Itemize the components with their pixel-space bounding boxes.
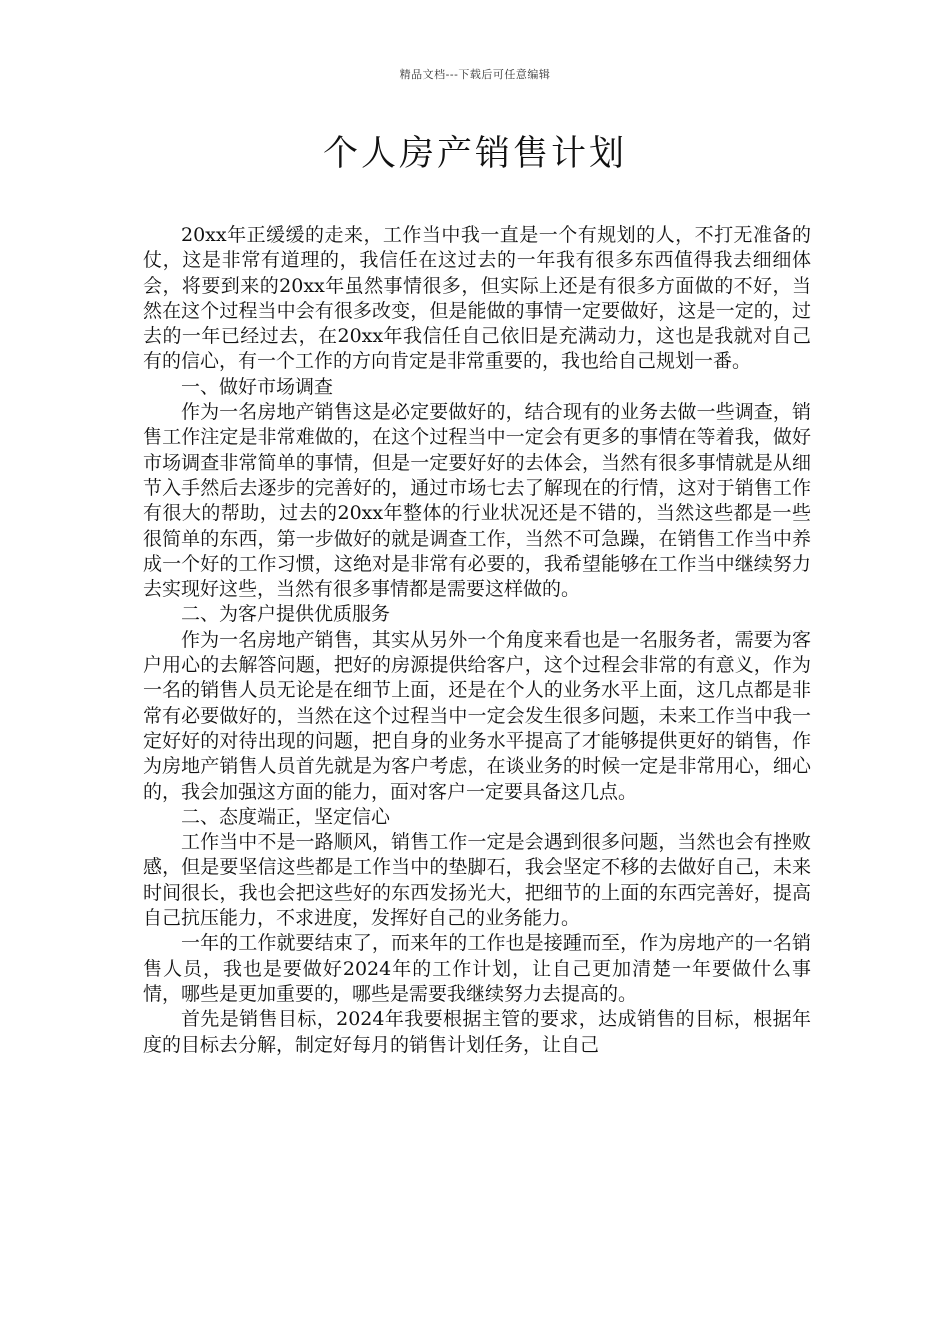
section-heading-attitude: 二、态度端正，坚定信心 [181, 805, 391, 828]
paragraph-year-end: 一年的工作就要结束了，而来年的工作也是接踵而至，作为房地产的一名销售人员，我也是要做好2024年的工作计划，让自己更加清楚一年要做什么事情，哪些是更加重要的，哪些是需要我继续努力去提高的。 [143, 932, 811, 1005]
page-header: 精品文档---下载后可任意编辑 [399, 68, 551, 81]
paragraph-customer-service: 作为一名房地产销售，其实从另外一个角度来看也是一名服务者，需要为客户用心的去解答问题，把好的房源提供给客户，这个过程会非常的有意义，作为一名的销售人员无论是在细节上面，还是在个人的业务水平上面，这几点都是非常有必要做好的，当然在这个过程当中一定会发生很多问题，未来工作当中我一定好好的对待出现的问题，把自身的业务水平提高了才能够提供更好的销售，作为房地产销售人员首先就是为客户考虑，在谈业务的时候一定是非常用心，细心的，我会加强这方面的能力，面对客户一定要具备这几点。 [143, 628, 811, 803]
section-heading-market-research: 一、做好市场调查 [181, 375, 334, 398]
paragraph-sales-target: 首先是销售目标，2024年我要根据主管的要求，达成销售的目标，根据年度的目标去分解，制定好每月的销售计划任务，让自己 [143, 1008, 811, 1056]
paragraph-market-research: 作为一名房地产销售这是必定要做好的，结合现有的业务去做一些调查，销售工作注定是非常难做的，在这个过程当中一定会有更多的事情在等着我，做好市场调查非常简单的事情，但是一定要好好的去体会，当然有很多事情就是从细节入手然后去逐步的完善好的，通过市场七去了解现在的行情，这对于销售工作有很大的帮助，过去的20xx年整体的行业状况还是不错的，当然这些都是一些很简单的东西，第一步做好的就是调查工作，当然不可急躁，在销售工作当中养成一个好的工作习惯，这绝对是非常有必要的，我希望能够在工作当中继续努力去实现好这些，当然有很多事情都是需要这样做的。 [143, 401, 811, 601]
paragraph-attitude: 工作当中不是一路顺风，销售工作一定是会遇到很多问题，当然也会有挫败感，但是要坚信这些都是工作当中的垫脚石，我会坚定不移的去做好自己，未来时间很长，我也会把这些好的东西发扬光大，把细节的上面的东西完善好，提高自己抗压能力，不求进度，发挥好自己的业务能力。 [143, 831, 811, 930]
paragraph-intro: 20xx年正缓缓的走来，工作当中我一直是一个有规划的人，不打无准备的仗，这是非常有道理的，我信任在这过去的一年我有很多东西值得我去细细体会，将要到来的20xx年虽然事情很多，但实际上还是有很多方面做的不好，当然在这个过程当中会有很多改变，但是能做的事情一定要做好，这是一定的，过去的一年已经过去，在20xx年我信任自己依旧是充满动力，这也是我就对自己有的信心，有一个工作的方向肯定是非常重要的，我也给自己规划一番。 [143, 224, 811, 373]
document-title: 个人房产销售计划 [322, 134, 627, 174]
section-heading-customer-service: 二、为客户提供优质服务 [181, 603, 391, 626]
document-body [143, 223, 811, 1058]
